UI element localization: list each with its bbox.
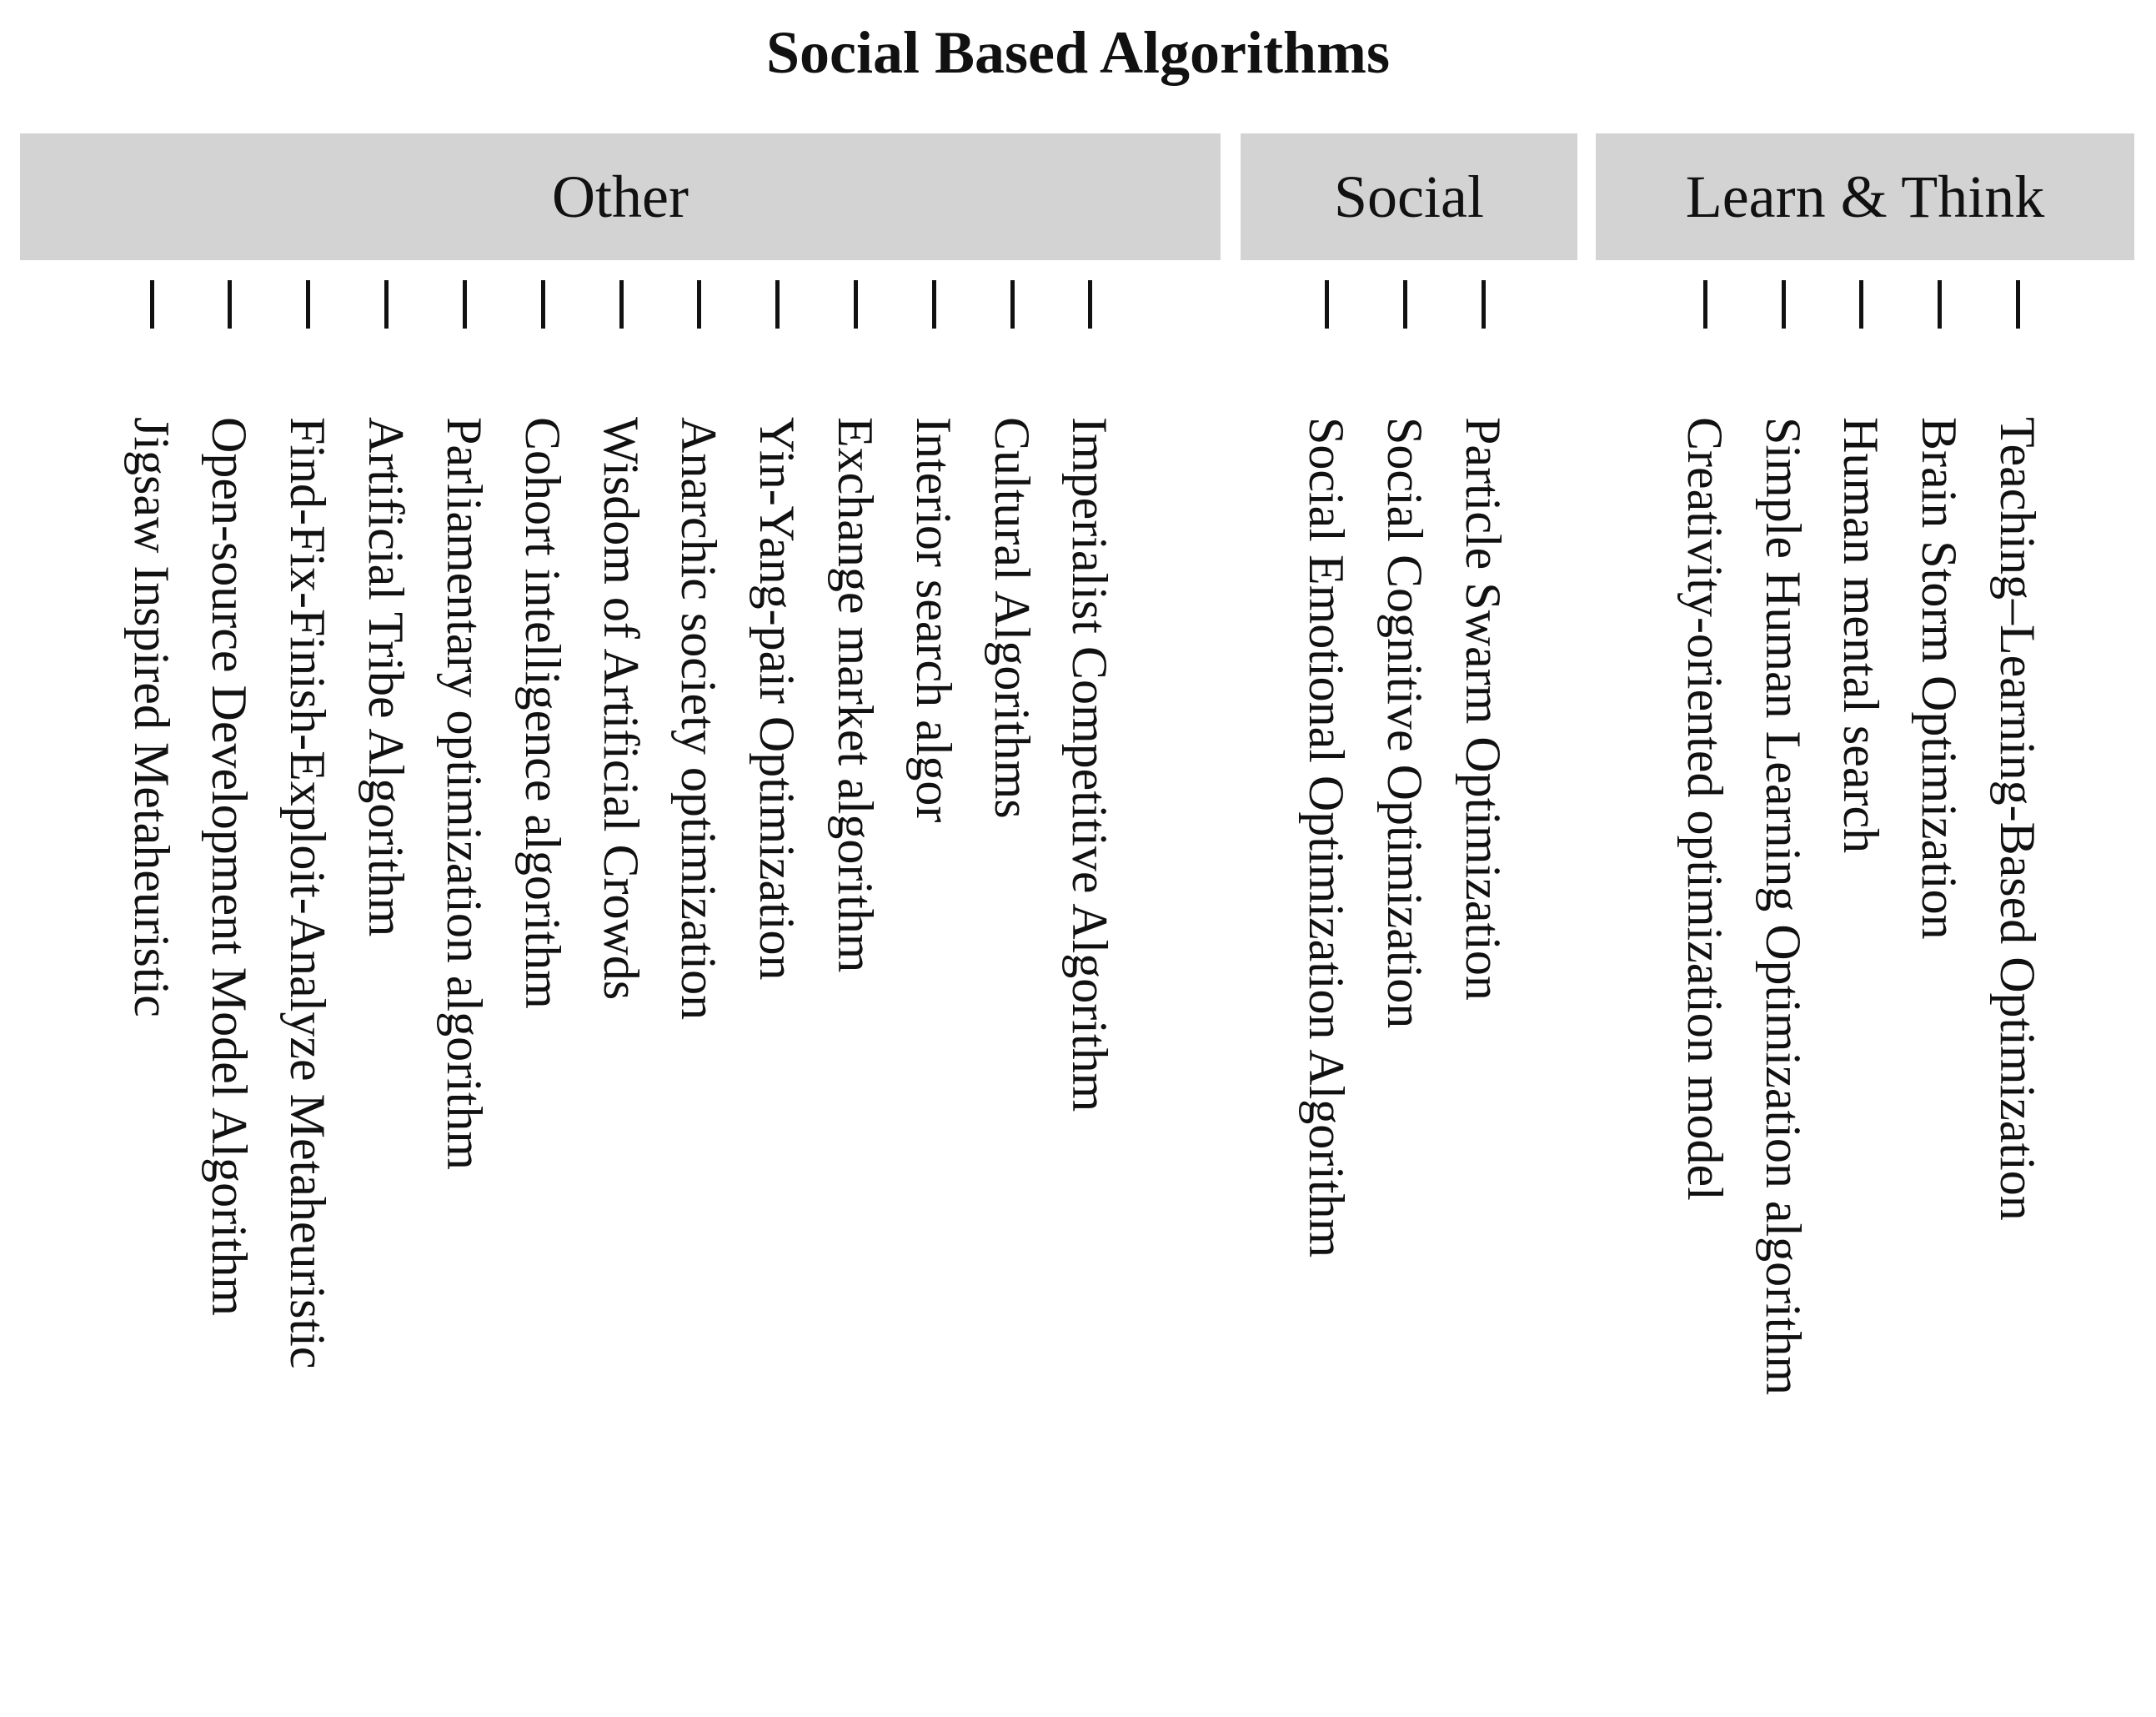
algorithm-label: Yin-Yang-pair Optimization xyxy=(750,417,805,981)
tick-mark xyxy=(854,280,858,329)
algorithm-label: Social Emotional Optimization Algorithm xyxy=(1299,417,1354,1258)
algorithm-label: Human mental search xyxy=(1833,417,1888,854)
algorithm-label: Imperialist Competitive Algorithm xyxy=(1062,417,1117,1112)
tick-mark xyxy=(697,280,701,329)
tick-mark xyxy=(1859,280,1863,329)
algorithm-label: Particle Swarm Optimization xyxy=(1456,417,1511,1001)
algorithm-label: Anarchic society optimization xyxy=(671,417,726,1021)
tick-mark xyxy=(463,280,467,329)
algorithm-label: Artificial Tribe Algorithm xyxy=(358,417,414,937)
algorithm-label: Creativity-oriented optimization model xyxy=(1677,417,1732,1201)
tick-mark xyxy=(1482,280,1486,329)
category-header-other xyxy=(20,133,1221,260)
algorithm-label: Brain Storm Optimization xyxy=(1912,417,1967,940)
tick-mark xyxy=(775,280,780,329)
algorithm-label: Wisdom of Artificial Crowds xyxy=(594,417,649,1001)
algorithm-label: Cultural Algorithms xyxy=(985,417,1040,819)
algorithm-label: Find-Fix-Finish-Exploit-Analyze Metaheuristic xyxy=(280,417,335,1369)
tick-mark xyxy=(1403,280,1407,329)
category-header-learn-think xyxy=(1596,133,2134,260)
tick-mark xyxy=(1703,280,1707,329)
algorithm-label: Parliamentary optimization algorithm xyxy=(437,417,492,1171)
tick-mark xyxy=(150,280,154,329)
category-header-label: Learn & Think xyxy=(1685,163,2045,230)
tick-mark xyxy=(932,280,936,329)
tick-mark xyxy=(1325,280,1329,329)
tick-mark xyxy=(1938,280,1942,329)
category-header-label: Social xyxy=(1334,163,1484,230)
algorithm-label: Social Cognitive Optimization xyxy=(1377,417,1432,1029)
tick-mark xyxy=(228,280,232,329)
tick-mark xyxy=(2016,280,2020,329)
algorithm-label: Exchange market algorithm xyxy=(828,417,883,973)
tick-mark xyxy=(1782,280,1786,329)
tick-mark xyxy=(1088,280,1092,329)
algorithm-label: Interior search algor xyxy=(906,417,961,823)
algorithm-label: Open-source Development Model Algorithm xyxy=(202,417,257,1317)
tick-mark xyxy=(306,280,310,329)
tick-mark xyxy=(384,280,389,329)
tick-mark xyxy=(1010,280,1015,329)
tick-mark xyxy=(619,280,624,329)
algorithm-label: Simple Human Learning Optimization algorithm xyxy=(1756,417,1811,1396)
algorithm-label: Jigsaw Inspired Metaheuristic xyxy=(124,417,179,1017)
algorithm-label: Cohort intelligence algorithm xyxy=(515,417,570,1009)
diagram-title: Social Based Algorithms xyxy=(765,19,1391,86)
category-header-social xyxy=(1241,133,1577,260)
algorithm-label: Teaching–Learning-Based Optimization xyxy=(1990,417,2045,1221)
tick-mark xyxy=(541,280,545,329)
category-header-label: Other xyxy=(552,163,689,230)
